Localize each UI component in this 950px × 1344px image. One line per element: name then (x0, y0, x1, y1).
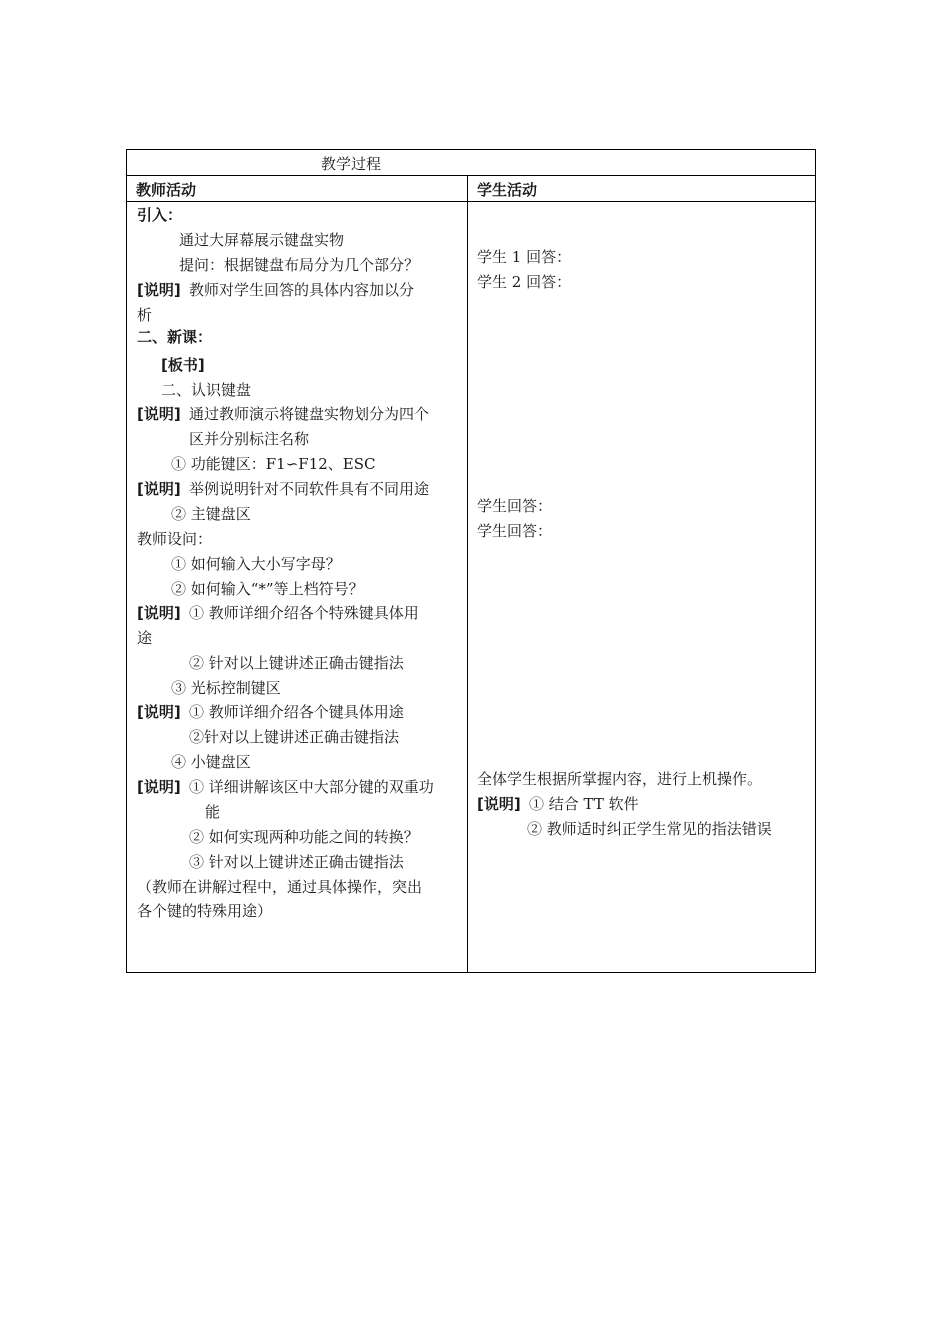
student-column-header: 学生活动 (477, 181, 538, 199)
note-text: 通过教师演示将键盘实物划分为四个 (189, 405, 430, 423)
note-tag: [说明] (137, 778, 181, 796)
note-tag: [说明] (137, 703, 181, 721)
practice-text: 全体学生根据所掌握内容，进行上机操作。 (477, 770, 763, 788)
note-text: 能 (205, 803, 221, 821)
note-tag: [说明] (477, 795, 521, 813)
column-divider (467, 176, 468, 972)
board-tag: [板书] (161, 356, 205, 374)
list-item: ① 如何输入大小写字母？ (171, 555, 341, 573)
list-item: ②针对以上键讲述正确击键指法 (189, 728, 400, 746)
new-lesson-heading: 二、新课： (137, 328, 213, 346)
student-answer: 学生回答： (477, 497, 553, 515)
list-item: ② 教师适时纠正学生常见的指法错误 (527, 820, 772, 838)
note-text: 教师对学生回答的具体内容加以分 (189, 281, 415, 299)
student-answer: 学生回答： (477, 522, 553, 540)
closing-text: 各个键的特殊用途） (137, 902, 273, 920)
teacher-column-header: 教师活动 (136, 181, 197, 199)
note-text: 举例说明针对不同软件具有不同用途 (189, 480, 430, 498)
note-text: 区并分别标注名称 (189, 430, 310, 448)
table-header-row (127, 176, 815, 202)
table-title: 教学过程 (321, 155, 382, 173)
list-item: ② 如何实现两种功能之间的转换？ (189, 828, 419, 846)
list-item: ② 如何输入“*”等上档符号？ (171, 580, 364, 598)
note-tag: [说明] (137, 480, 181, 498)
student-answer: 学生 2 回答： (477, 273, 572, 291)
note-text: 析 (137, 306, 153, 324)
note-tag: [说明] (137, 281, 181, 299)
board-title: 二、认识键盘 (161, 381, 252, 399)
list-item: ② 主键盘区 (171, 505, 251, 523)
closing-text: （教师在讲解过程中，通过具体操作，突出 (137, 878, 423, 896)
note-tag: [说明] (137, 604, 181, 622)
intro-heading: 引入： (137, 206, 183, 224)
list-item: ① 功能键区：F1∽F12、ESC (171, 455, 376, 473)
note-text: ① 教师详细介绍各个特殊键具体用 (189, 604, 419, 622)
note-tag: [说明] (137, 405, 181, 423)
list-item: ③ 针对以上键讲述正确击键指法 (189, 853, 404, 871)
note-text: ① 详细讲解该区中大部分键的双重功 (189, 778, 434, 796)
table-title-row (127, 150, 815, 176)
list-item: ③ 光标控制键区 (171, 679, 281, 697)
lesson-table (126, 149, 816, 973)
note-text: ① 教师详细介绍各个键具体用途 (189, 703, 404, 721)
intro-question: 提问：根据键盘布局分为几个部分？ (179, 256, 420, 274)
list-item: ② 针对以上键讲述正确击键指法 (189, 654, 404, 672)
student-answer: 学生 1 回答： (477, 248, 572, 266)
list-item: ④ 小键盘区 (171, 753, 251, 771)
note-text: ① 结合 TT 软件 (529, 795, 639, 813)
intro-line: 通过大屏幕展示键盘实物 (179, 231, 345, 249)
note-text: 途 (137, 629, 153, 647)
question-heading: 教师设问： (137, 530, 213, 548)
